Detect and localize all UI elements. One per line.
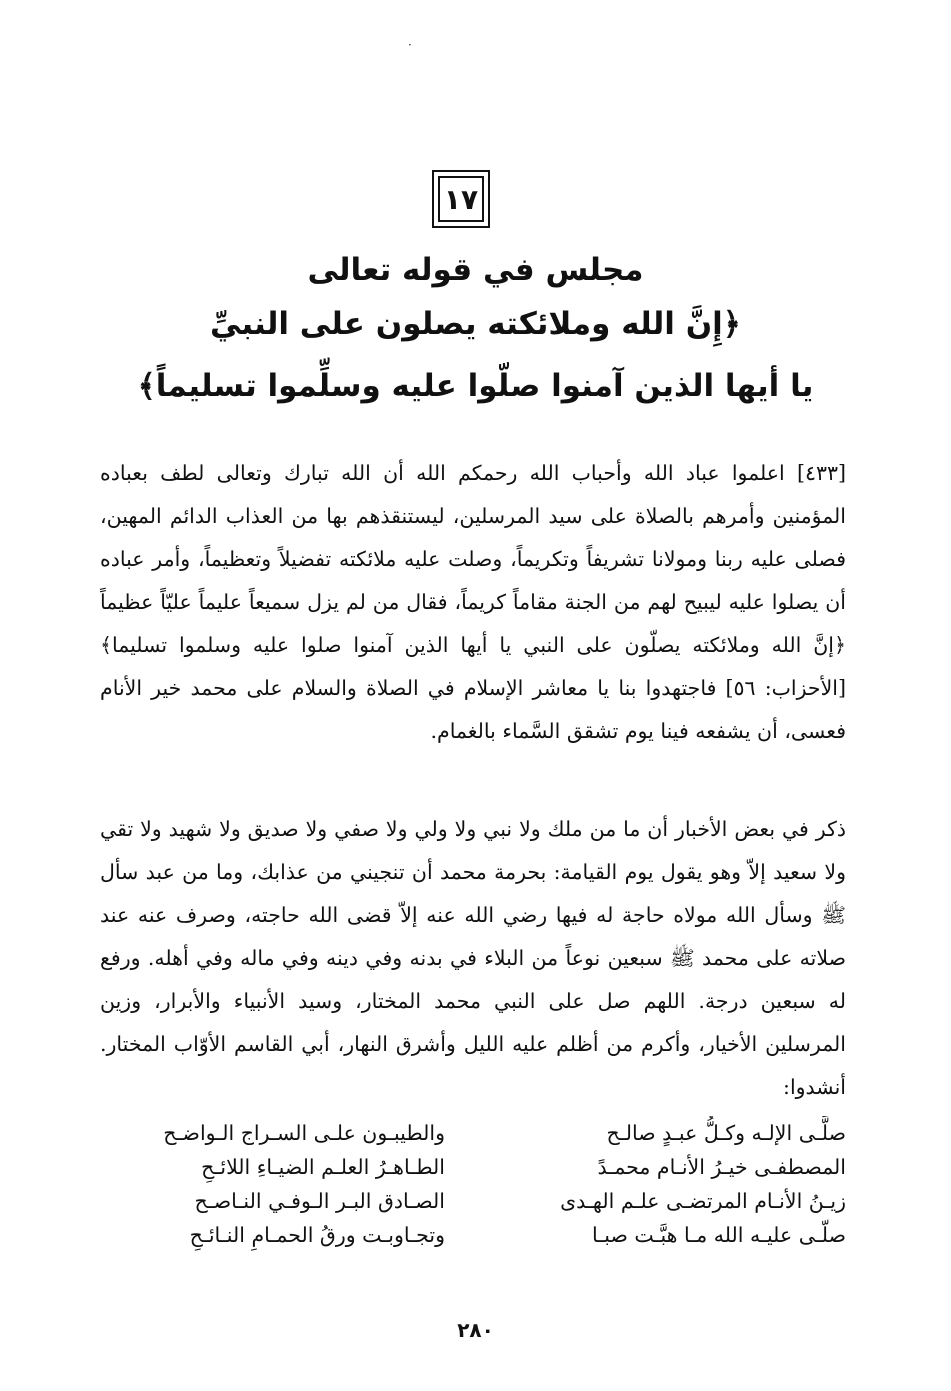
chapter-number: ١٧	[438, 176, 484, 222]
poem-verse	[100, 1184, 846, 1218]
verse-second-hemistich: والطيبـون علـى السـراج الـواضـح	[163, 1121, 445, 1145]
verse-second-hemistich: الطـاهـرُ العلـم الضيـاءِ اللائـحِ	[201, 1155, 445, 1179]
verse-second-hemistich: وتجـاوبـت ورقُ الحمـامِ النـائـحِ	[189, 1223, 445, 1247]
paragraph-1: [٤٣٣] اعلموا عباد الله وأحباب الله رحمكم الله أن الله تبارك وتعالى لطف بعباده المؤمنين وأمرهم بالصلاة على سيد المرسلين، ليستنقذهم بها من العذاب الدائم المهين، فصلى عليه ربنا ومولانا تشريفاً وتكريماً، وصلت عليه ملائكته تفضيلاً وتعظيماً، وأمر عباده أن يصلوا عليه ليبيح لهم من الجنة مقاماً كريماً، فقال من لم يزل سميعاً عليماً عليّاً عظيماً ﴿إنَّ الله وملائكته يصلّون على النبي يا أيها الذين آمنوا صلوا عليه وسلموا تسليما﴾ [الأحزاب: ٥٦] فاجتهدوا بنا يا معاشر الإسلام في الصلاة والسلام على محمد خير الأنام فعسى، أن يشفعه فينا يوم تشقق السَّماء بالغمام.	[100, 461, 846, 743]
poem-verse	[100, 1116, 846, 1150]
verse-first-hemistich: صلّـى عليـه الله مـا هبَّـت صبـا	[592, 1223, 846, 1247]
verse-first-hemistich: المصطفـى خيـرُ الأنـام محمـدً	[597, 1155, 846, 1179]
verse-first-hemistich: زيـنُ الأنـام المرتضـى علـم الهـدى	[560, 1189, 846, 1213]
verse-first-hemistich: صلَّـى الإلـه وكـلُّ عبـدٍ صالـح	[606, 1121, 846, 1145]
paragraph-2: ذكر في بعض الأخبار أن ما من ملك ولا نبي ولا ولي ولا صفي ولا صديق ولا شهيد ولا تقي ولا سعيد إلاّ وهو يقول يوم القيامة: بحرمة محمد أن تنجيني من عذابك، وما من عبد سأل ﷺ وسأل الله مولاه حاجة له فيها رضي الله عنه إلاّ قضى الله حاجته، وصرف عنه عند صلاته على محمد ﷺ سبعين نوعاً من البلاء في بدنه وفي دينه وفي ماله وفي أهله. ورفع له سبعين درجة. اللهم صل على النبي محمد المختار، وسيد الأنبياء والأبرار، وزين المرسلين الأخيار، وأكرم من أظلم عليه الليل وأشرق النهار، أبي القاسم الأوّاب المختار. أنشدوا:	[100, 817, 846, 1099]
poem-verse	[100, 1218, 846, 1252]
chapter-title-line-3: يا أيها الذين آمنوا صلّوا عليه وسلِّموا تسليماً﴾	[137, 368, 814, 404]
verse-second-hemistich: الصـادق البـر الـوفـي النـاصـح	[194, 1189, 445, 1213]
chapter-title-line-2: ﴿إِنَّ الله وملائكته يصلون على النبيِّ	[210, 306, 741, 342]
speck-mark: ·	[408, 38, 412, 52]
poem	[100, 1116, 846, 1252]
chapter-title-line-1: مجلس في قوله تعالى	[307, 252, 644, 288]
chapter-number-box	[432, 170, 490, 228]
poem-verse	[100, 1150, 846, 1184]
page-number: ٢٨٠	[457, 1318, 494, 1342]
